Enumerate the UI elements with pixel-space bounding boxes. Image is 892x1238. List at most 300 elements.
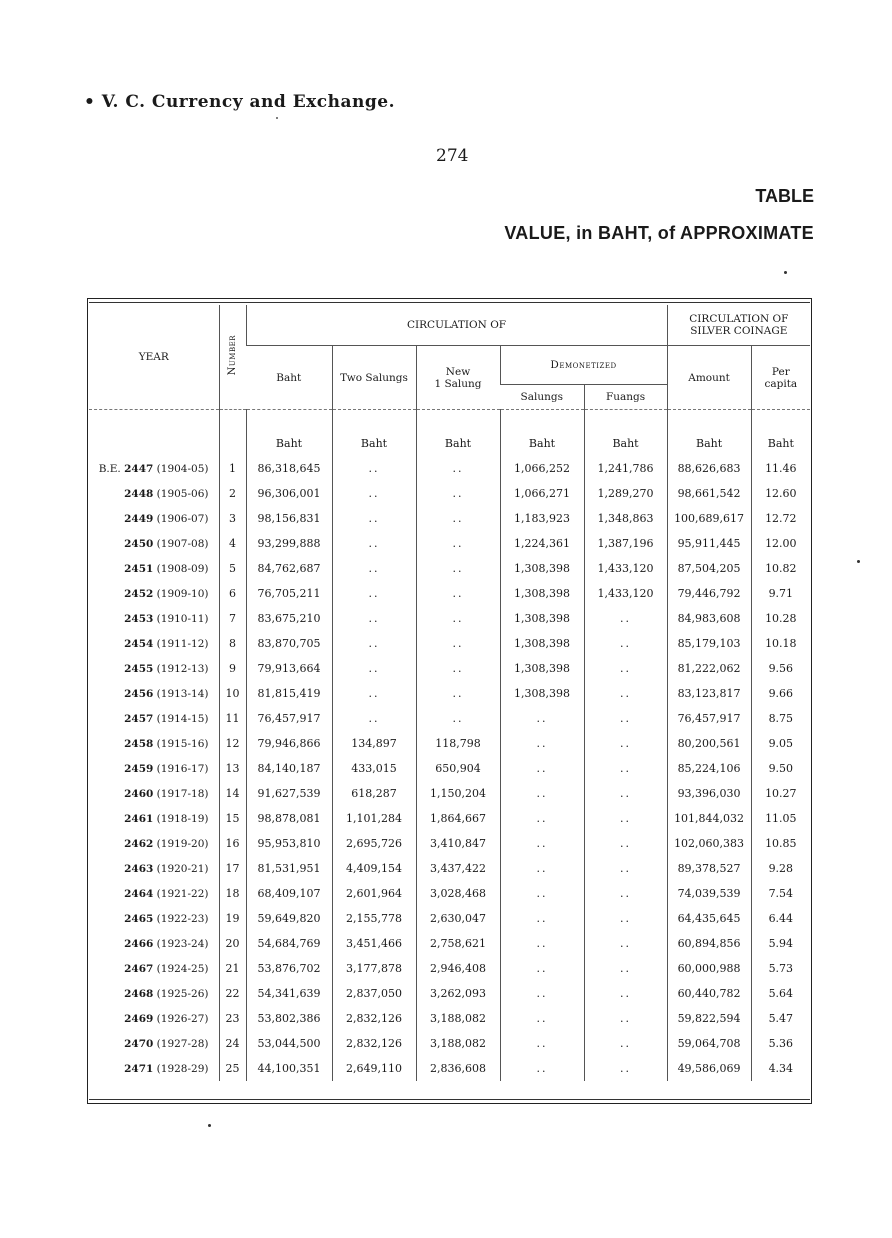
fuangs-header: Fuangs — [584, 385, 667, 410]
table-row — [89, 706, 810, 731]
table-row — [89, 856, 810, 881]
year-ad: (1912-13) — [156, 662, 209, 675]
table-row — [89, 1006, 810, 1031]
two-salungs-value: .. — [332, 656, 416, 681]
amount-value: 64,435,645 — [667, 906, 751, 931]
table-row — [89, 981, 810, 1006]
per-capita-value: 7.54 — [751, 881, 810, 906]
year-cell — [89, 831, 219, 856]
new-salung-value: 2,630,047 — [416, 906, 500, 931]
per-capita-value: 9.71 — [751, 581, 810, 606]
year-cell — [89, 681, 219, 706]
year-be: 2467 — [124, 962, 154, 975]
units-row — [89, 430, 810, 456]
salungs-value: 1,224,361 — [500, 531, 584, 556]
salungs-value: 1,183,923 — [500, 506, 584, 531]
circulation-of-header: CIRCULATION OF — [246, 305, 667, 346]
fuangs-value: .. — [584, 956, 667, 981]
table-row — [89, 506, 810, 531]
salungs-value: 1,066,252 — [500, 456, 584, 481]
baht-value: 95,953,810 — [246, 831, 332, 856]
year-cell — [89, 756, 219, 781]
row-number: 15 — [219, 806, 246, 831]
fuangs-value: .. — [584, 906, 667, 931]
row-number: 11 — [219, 706, 246, 731]
year-ad: (1910-11) — [156, 612, 209, 625]
two-salungs-header: Two Salungs — [332, 346, 416, 410]
table-row — [89, 881, 810, 906]
baht-value: 83,870,705 — [246, 631, 332, 656]
salungs-value: .. — [500, 706, 584, 731]
year-cell — [89, 856, 219, 881]
amount-value: 59,822,594 — [667, 1006, 751, 1031]
year-be: 2471 — [124, 1062, 154, 1075]
year-be: 2469 — [124, 1012, 154, 1025]
year-be: 2450 — [124, 537, 154, 550]
two-salungs-value: 2,832,126 — [332, 1031, 416, 1056]
salungs-value: 1,308,398 — [500, 631, 584, 656]
year-be: 2454 — [124, 637, 154, 650]
fuangs-value: 1,241,786 — [584, 456, 667, 481]
fuangs-value: .. — [584, 606, 667, 631]
amount-value: 98,661,542 — [667, 481, 751, 506]
year-be: 2468 — [124, 987, 154, 1000]
year-cell — [89, 981, 219, 1006]
year-be: 2451 — [124, 562, 154, 575]
fuangs-value: 1,433,120 — [584, 581, 667, 606]
baht-value: 54,341,639 — [246, 981, 332, 1006]
salungs-value: .. — [500, 1056, 584, 1081]
per-capita-header: Per capita — [751, 346, 810, 410]
new-salung-value: 1,864,667 — [416, 806, 500, 831]
table-row — [89, 1031, 810, 1056]
two-salungs-value: 134,897 — [332, 731, 416, 756]
new-salung-value: 3,262,093 — [416, 981, 500, 1006]
two-salungs-value: 1,101,284 — [332, 806, 416, 831]
table-row — [89, 656, 810, 681]
two-salungs-value: .. — [332, 506, 416, 531]
year-ad: (1928-29) — [156, 1062, 209, 1075]
table-row — [89, 631, 810, 656]
two-salungs-value: 2,832,126 — [332, 1006, 416, 1031]
amount-value: 87,504,205 — [667, 556, 751, 581]
amount-value: 83,123,817 — [667, 681, 751, 706]
table-row — [89, 756, 810, 781]
row-number: 5 — [219, 556, 246, 581]
baht-value: 98,156,831 — [246, 506, 332, 531]
table-row — [89, 931, 810, 956]
two-salungs-value: .. — [332, 581, 416, 606]
two-salungs-value: 2,601,964 — [332, 881, 416, 906]
year-cell — [89, 1056, 219, 1081]
baht-value: 53,044,500 — [246, 1031, 332, 1056]
row-number: 3 — [219, 506, 246, 531]
new-salung-value: 3,410,847 — [416, 831, 500, 856]
year-cell — [89, 531, 219, 556]
year-be: 2455 — [124, 662, 154, 675]
baht-value: 59,649,820 — [246, 906, 332, 931]
silver-coinage-header: CIRCULATION OF SILVER COINAGE — [667, 305, 810, 346]
speck — [784, 271, 787, 274]
year-ad: (1926-27) — [156, 1012, 209, 1025]
table-row — [89, 531, 810, 556]
year-ad: (1914-15) — [156, 712, 209, 725]
year-cell — [89, 631, 219, 656]
year-ad: (1918-19) — [156, 812, 209, 825]
salungs-value: 1,066,271 — [500, 481, 584, 506]
two-salungs-value: 2,695,726 — [332, 831, 416, 856]
year-be: 2459 — [124, 762, 154, 775]
year-cell — [89, 781, 219, 806]
row-number: 12 — [219, 731, 246, 756]
year-cell — [89, 731, 219, 756]
table-row — [89, 456, 810, 481]
salungs-header: Salungs — [500, 385, 584, 410]
fuangs-value: 1,433,120 — [584, 556, 667, 581]
per-capita-value: 5.47 — [751, 1006, 810, 1031]
fuangs-value: .. — [584, 681, 667, 706]
per-capita-value: 10.28 — [751, 606, 810, 631]
year-ad: (1911-12) — [156, 637, 209, 650]
per-capita-value: 8.75 — [751, 706, 810, 731]
salungs-value: 1,308,398 — [500, 581, 584, 606]
amount-value: 84,983,608 — [667, 606, 751, 631]
table-row — [89, 1056, 810, 1081]
year-be: 2466 — [124, 937, 154, 950]
baht-value: 84,140,187 — [246, 756, 332, 781]
per-capita-value: 9.56 — [751, 656, 810, 681]
year-ad: (1921-22) — [156, 887, 209, 900]
baht-value: 53,876,702 — [246, 956, 332, 981]
baht-header: Baht — [246, 346, 332, 410]
new-salung-value: 3,188,082 — [416, 1031, 500, 1056]
baht-value: 44,100,351 — [246, 1056, 332, 1081]
baht-value: 81,531,951 — [246, 856, 332, 881]
table-row — [89, 831, 810, 856]
amount-value: 59,064,708 — [667, 1031, 751, 1056]
two-salungs-value: .. — [332, 606, 416, 631]
currency-table — [89, 305, 810, 1081]
new-salung-value: .. — [416, 456, 500, 481]
year-ad: (1906-07) — [156, 512, 209, 525]
per-capita-value: 9.66 — [751, 681, 810, 706]
row-number: 21 — [219, 956, 246, 981]
new-salung-value: 3,188,082 — [416, 1006, 500, 1031]
amount-value: 100,689,617 — [667, 506, 751, 531]
salungs-value: .. — [500, 981, 584, 1006]
year-cell — [89, 506, 219, 531]
baht-value: 68,409,107 — [246, 881, 332, 906]
baht-value: 84,762,687 — [246, 556, 332, 581]
amount-header: Amount — [667, 346, 751, 410]
table-row — [89, 781, 810, 806]
new-salung-value: 2,836,608 — [416, 1056, 500, 1081]
unit-label: Baht — [416, 430, 500, 456]
new-salung-header: New 1 Salung — [416, 346, 500, 410]
amount-value: 93,396,030 — [667, 781, 751, 806]
year-cell — [89, 906, 219, 931]
salungs-value: .. — [500, 806, 584, 831]
table-row — [89, 681, 810, 706]
fuangs-value: 1,348,863 — [584, 506, 667, 531]
new-salung-value: 650,904 — [416, 756, 500, 781]
amount-value: 85,179,103 — [667, 631, 751, 656]
new-salung-value: .. — [416, 581, 500, 606]
two-salungs-value: .. — [332, 456, 416, 481]
unit-label: Baht — [332, 430, 416, 456]
table-row — [89, 606, 810, 631]
year-cell — [89, 581, 219, 606]
per-capita-value: 4.34 — [751, 1056, 810, 1081]
two-salungs-value: 3,177,878 — [332, 956, 416, 981]
two-salungs-value: 2,155,778 — [332, 906, 416, 931]
year-cell — [89, 881, 219, 906]
year-be: 2458 — [124, 737, 154, 750]
year-header: YEAR — [89, 305, 219, 410]
year-be: 2449 — [124, 512, 154, 525]
year-be: 2460 — [124, 787, 154, 800]
row-number: 20 — [219, 931, 246, 956]
new-salung-value: .. — [416, 481, 500, 506]
year-be: 2456 — [124, 687, 154, 700]
year-be: 2453 — [124, 612, 154, 625]
year-be: 2464 — [124, 887, 154, 900]
year-cell — [89, 556, 219, 581]
row-number: 6 — [219, 581, 246, 606]
per-capita-value: 10.82 — [751, 556, 810, 581]
row-number: 19 — [219, 906, 246, 931]
fuangs-value: .. — [584, 1006, 667, 1031]
per-capita-value: 9.28 — [751, 856, 810, 881]
per-capita-value: 11.05 — [751, 806, 810, 831]
per-capita-value: 10.18 — [751, 631, 810, 656]
year-ad: (1919-20) — [156, 837, 209, 850]
amount-value: 80,200,561 — [667, 731, 751, 756]
salungs-value: 1,308,398 — [500, 656, 584, 681]
table-frame-inner-bottom — [89, 1099, 810, 1100]
section-heading: • V. C. Currency and Exchange. — [84, 92, 396, 112]
two-salungs-value: .. — [332, 631, 416, 656]
row-number: 7 — [219, 606, 246, 631]
baht-value: 79,913,664 — [246, 656, 332, 681]
year-ad: (1920-21) — [156, 862, 209, 875]
year-ad: (1924-25) — [156, 962, 209, 975]
unit-label: Baht — [500, 430, 584, 456]
amount-value: 85,224,106 — [667, 756, 751, 781]
baht-value: 96,306,001 — [246, 481, 332, 506]
row-number: 2 — [219, 481, 246, 506]
fuangs-value: .. — [584, 631, 667, 656]
amount-value: 79,446,792 — [667, 581, 751, 606]
unit-label: Baht — [667, 430, 751, 456]
fuangs-value: .. — [584, 881, 667, 906]
per-capita-value: 12.72 — [751, 506, 810, 531]
year-ad: (1908-09) — [156, 562, 209, 575]
table-row — [89, 581, 810, 606]
salungs-value: .. — [500, 956, 584, 981]
per-capita-value: 5.64 — [751, 981, 810, 1006]
per-capita-value: 6.44 — [751, 906, 810, 931]
baht-value: 98,878,081 — [246, 806, 332, 831]
table-row — [89, 906, 810, 931]
year-be: 2462 — [124, 837, 154, 850]
unit-label: Baht — [246, 430, 332, 456]
salungs-value: .. — [500, 731, 584, 756]
row-number: 18 — [219, 881, 246, 906]
year-cell — [89, 706, 219, 731]
new-salung-value: .. — [416, 681, 500, 706]
salungs-value: .. — [500, 881, 584, 906]
row-number: 14 — [219, 781, 246, 806]
year-cell — [89, 481, 219, 506]
row-number: 24 — [219, 1031, 246, 1056]
year-be: 2457 — [124, 712, 154, 725]
fuangs-value: .. — [584, 706, 667, 731]
year-be: 2447 — [124, 462, 154, 475]
fuangs-value: .. — [584, 931, 667, 956]
year-cell — [89, 931, 219, 956]
baht-value: 54,684,769 — [246, 931, 332, 956]
baht-value: 86,318,645 — [246, 456, 332, 481]
two-salungs-value: 2,649,110 — [332, 1056, 416, 1081]
unit-label: Baht — [751, 430, 810, 456]
per-capita-value: 10.85 — [751, 831, 810, 856]
year-be: 2461 — [124, 812, 154, 825]
year-be: 2452 — [124, 587, 154, 600]
fuangs-value: .. — [584, 731, 667, 756]
amount-value: 49,586,069 — [667, 1056, 751, 1081]
row-number: 8 — [219, 631, 246, 656]
year-ad: (1916-17) — [156, 762, 209, 775]
year-ad: (1907-08) — [156, 537, 209, 550]
amount-value: 89,378,527 — [667, 856, 751, 881]
row-number: 17 — [219, 856, 246, 881]
salungs-value: 1,308,398 — [500, 556, 584, 581]
year-cell — [89, 656, 219, 681]
amount-value: 74,039,539 — [667, 881, 751, 906]
amount-value: 60,440,782 — [667, 981, 751, 1006]
fuangs-value: .. — [584, 1031, 667, 1056]
per-capita-value: 11.46 — [751, 456, 810, 481]
year-be: 2470 — [124, 1037, 154, 1050]
year-cell — [89, 1006, 219, 1031]
year-cell — [89, 956, 219, 981]
row-number: 1 — [219, 456, 246, 481]
baht-value: 79,946,866 — [246, 731, 332, 756]
year-cell — [89, 456, 219, 481]
row-number: 13 — [219, 756, 246, 781]
new-salung-value: .. — [416, 556, 500, 581]
per-capita-value: 9.05 — [751, 731, 810, 756]
new-salung-value: 1,150,204 — [416, 781, 500, 806]
demonetized-header: Demonetized — [500, 346, 667, 385]
year-ad: (1925-26) — [156, 987, 209, 1000]
fuangs-value: .. — [584, 831, 667, 856]
new-salung-value: 2,946,408 — [416, 956, 500, 981]
fuangs-value: .. — [584, 806, 667, 831]
two-salungs-value: .. — [332, 531, 416, 556]
per-capita-value: 5.36 — [751, 1031, 810, 1056]
baht-value: 81,815,419 — [246, 681, 332, 706]
table-label: TABLE — [755, 186, 814, 206]
table-row — [89, 806, 810, 831]
table-subtitle: VALUE, in BAHT, of APPROXIMATE — [504, 223, 814, 243]
per-capita-value: 9.50 — [751, 756, 810, 781]
year-ad: (1904-05) — [156, 462, 209, 475]
year-ad: (1909-10) — [156, 587, 209, 600]
baht-value: 93,299,888 — [246, 531, 332, 556]
per-capita-value: 12.60 — [751, 481, 810, 506]
new-salung-value: .. — [416, 506, 500, 531]
fuangs-value: .. — [584, 656, 667, 681]
per-capita-value: 5.73 — [751, 956, 810, 981]
salungs-value: .. — [500, 856, 584, 881]
per-capita-value: 5.94 — [751, 931, 810, 956]
fuangs-value: .. — [584, 1056, 667, 1081]
number-header: Number — [219, 305, 246, 410]
new-salung-value: 3,437,422 — [416, 856, 500, 881]
fuangs-value: .. — [584, 981, 667, 1006]
salungs-value: .. — [500, 1031, 584, 1056]
salungs-value: .. — [500, 781, 584, 806]
two-salungs-value: 4,409,154 — [332, 856, 416, 881]
two-salungs-value: .. — [332, 706, 416, 731]
fuangs-value: 1,387,196 — [584, 531, 667, 556]
year-cell — [89, 806, 219, 831]
spacer-row — [89, 410, 810, 431]
year-be: 2465 — [124, 912, 154, 925]
speck — [857, 560, 860, 563]
two-salungs-value: .. — [332, 681, 416, 706]
amount-value: 60,894,856 — [667, 931, 751, 956]
table-row — [89, 556, 810, 581]
new-salung-value: .. — [416, 531, 500, 556]
year-ad: (1915-16) — [156, 737, 209, 750]
new-salung-value: .. — [416, 631, 500, 656]
new-salung-value: 118,798 — [416, 731, 500, 756]
baht-value: 83,675,210 — [246, 606, 332, 631]
unit-label: Baht — [584, 430, 667, 456]
year-ad: (1917-18) — [156, 787, 209, 800]
baht-value: 91,627,539 — [246, 781, 332, 806]
two-salungs-value: 433,015 — [332, 756, 416, 781]
fuangs-value: .. — [584, 781, 667, 806]
page-number: 274 — [436, 146, 469, 166]
year-be: 2463 — [124, 862, 154, 875]
row-number: 10 — [219, 681, 246, 706]
row-number: 9 — [219, 656, 246, 681]
year-cell — [89, 606, 219, 631]
amount-value: 88,626,683 — [667, 456, 751, 481]
salungs-value: .. — [500, 831, 584, 856]
new-salung-value: .. — [416, 656, 500, 681]
baht-value: 76,705,211 — [246, 581, 332, 606]
amount-value: 95,911,445 — [667, 531, 751, 556]
row-number: 23 — [219, 1006, 246, 1031]
salungs-value: 1,308,398 — [500, 606, 584, 631]
year-ad: (1905-06) — [156, 487, 209, 500]
year-ad: (1923-24) — [156, 937, 209, 950]
amount-value: 81,222,062 — [667, 656, 751, 681]
amount-value: 101,844,032 — [667, 806, 751, 831]
table-row — [89, 481, 810, 506]
row-number: 16 — [219, 831, 246, 856]
salungs-value: .. — [500, 756, 584, 781]
table-row — [89, 956, 810, 981]
year-ad: (1922-23) — [156, 912, 209, 925]
new-salung-value: 3,028,468 — [416, 881, 500, 906]
year-cell — [89, 1031, 219, 1056]
